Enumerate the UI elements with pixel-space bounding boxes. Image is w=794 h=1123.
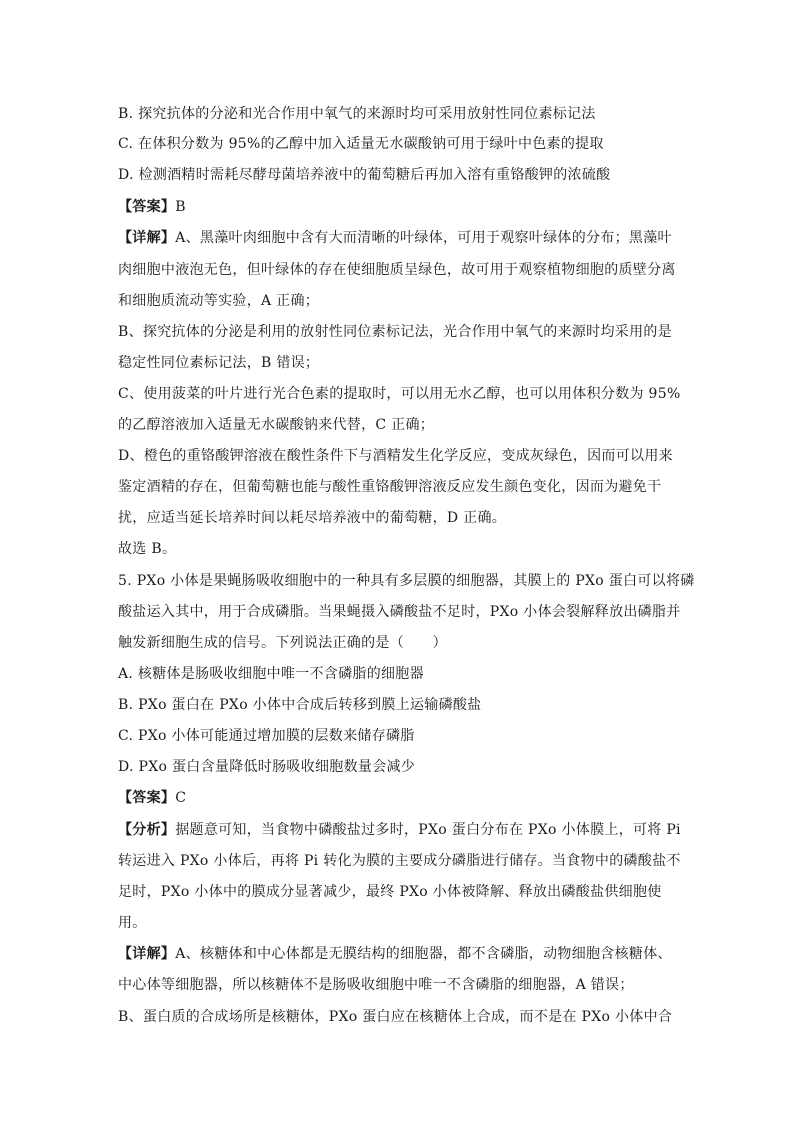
q5-stem-line-3: 触发新细胞生成的信号。下列说法正确的是（ ） xyxy=(118,635,447,651)
q4-detail-c-line-2: 的乙醇溶液加入适量无水碳酸钠来代替，C 正确； xyxy=(118,417,435,433)
q5-option-c: C. PXo 小体可能通过增加膜的层数来储存磷脂 xyxy=(118,728,415,744)
q5-option-b: B. PXo 蛋白在 PXo 小体中合成后转移到膜上运输磷酸盐 xyxy=(118,697,482,713)
q5-analysis-line-2: 转运进入 PXo 小体后，再将 Pi 转化为膜的主要成分磷脂进行储存。当食物中的磷酸盐不 xyxy=(118,853,681,869)
answer-value: B xyxy=(175,199,186,215)
q5-stem-line-1: 5. PXo 小体是果蝇肠吸收细胞中的一种具有多层膜的细胞器，其膜上的 PXo 蛋白可以将磷 xyxy=(118,573,695,589)
analysis-tag: 【分析】 xyxy=(118,822,176,838)
q4-detail-d-line-1: D、橙色的重铬酸钾溶液在酸性条件下与酒精发生化学反应，变成灰绿色，因而可以用来 xyxy=(118,448,673,464)
q4-detail-a-line-3: 和细胞质流动等实验，A 正确； xyxy=(118,293,320,309)
q4-conclusion: 故选 B。 xyxy=(118,541,177,557)
q4-detail-a-line-1 xyxy=(118,228,678,248)
q5-analysis-line-4: 用。 xyxy=(118,915,147,931)
q4-detail-a-line-2: 肉细胞中液泡无色，但叶绿体的存在使细胞质呈绿色，故可用于观察植物细胞的质壁分离 xyxy=(118,262,676,278)
q5-option-d: D. PXo 蛋白含量降低时肠吸收细胞数量会减少 xyxy=(118,759,416,775)
analysis-text: 据题意可知，当食物中磷酸盐过多时，PXo 蛋白分布在 PXo 小体膜上，可将 Pi xyxy=(175,822,681,838)
answer-tag: 【答案】 xyxy=(118,199,176,215)
q5-option-a: A. 核糖体是肠吸收细胞中唯一不含磷脂的细胞器 xyxy=(118,666,424,682)
q5-analysis-line-3: 足时，PXo 小体中的膜成分显著减少，最终 PXo 小体被降解、释放出磷酸盐供细胞使 xyxy=(118,884,662,900)
q4-detail-c-line-1: C、使用菠菜的叶片进行光合色素的提取时，可以用无水乙醇，也可以用体积分数为 95% xyxy=(118,386,681,402)
detail-tag: 【详解】 xyxy=(118,230,176,246)
q4-option-b: B. 探究抗体的分泌和光合作用中氧气的来源时均可采用放射性同位素标记法 xyxy=(118,106,596,122)
q4-detail-d-line-2: 鉴定酒精的存在，但葡萄糖也能与酸性重铬酸钾溶液反应发生颜色变化，因而为避免干 xyxy=(118,479,662,495)
q5-answer xyxy=(118,788,678,808)
detail-text: A、核糖体和中心体都是无膜结构的细胞器，都不含磷脂，动物细胞含核糖体、 xyxy=(175,946,672,962)
q5-detail-b-line-1: B、蛋白质的合成场所是核糖体，PXo 蛋白应在核糖体上合成，而不是在 PXo 小体中合 xyxy=(118,1009,673,1025)
answer-value: C xyxy=(175,790,187,806)
q4-detail-b-line-1: B、探究抗体的分泌是利用的放射性同位素标记法，光合作用中氧气的来源时均采用的是 xyxy=(118,324,672,340)
q5-stem-line-2: 酸盐运入其中，用于合成磷脂。当果蝇摄入磷酸盐不足时，PXo 小体会裂解释放出磷脂并 xyxy=(118,604,681,620)
q4-option-d: D. 检测酒精时需耗尽酵母菌培养液中的葡萄糖后再加入溶有重铬酸钾的浓硫酸 xyxy=(118,167,611,183)
q4-detail-b-line-2: 稳定性同位素标记法，B 错误； xyxy=(118,355,320,371)
detail-text: A、黑藻叶肉细胞中含有大而清晰的叶绿体，可用于观察叶绿体的分布；黑藻叶 xyxy=(175,230,672,246)
q5-detail-a-line-1 xyxy=(118,944,678,964)
q4-option-c: C. 在体积分数为 95%的乙醇中加入适量无水碳酸钠可用于绿叶中色素的提取 xyxy=(118,136,604,152)
detail-tag: 【详解】 xyxy=(118,946,176,962)
q4-answer xyxy=(118,197,678,217)
q5-analysis-line-1 xyxy=(118,820,681,840)
answer-tag: 【答案】 xyxy=(118,790,176,806)
q5-detail-a-line-2: 中心体等细胞器，所以核糖体不是肠吸收细胞中唯一不含磷脂的细胞器，A 错误； xyxy=(118,977,634,993)
q4-detail-d-line-3: 扰，应适当延长培养时间以耗尽培养液中的葡萄糖，D 正确。 xyxy=(118,510,507,526)
